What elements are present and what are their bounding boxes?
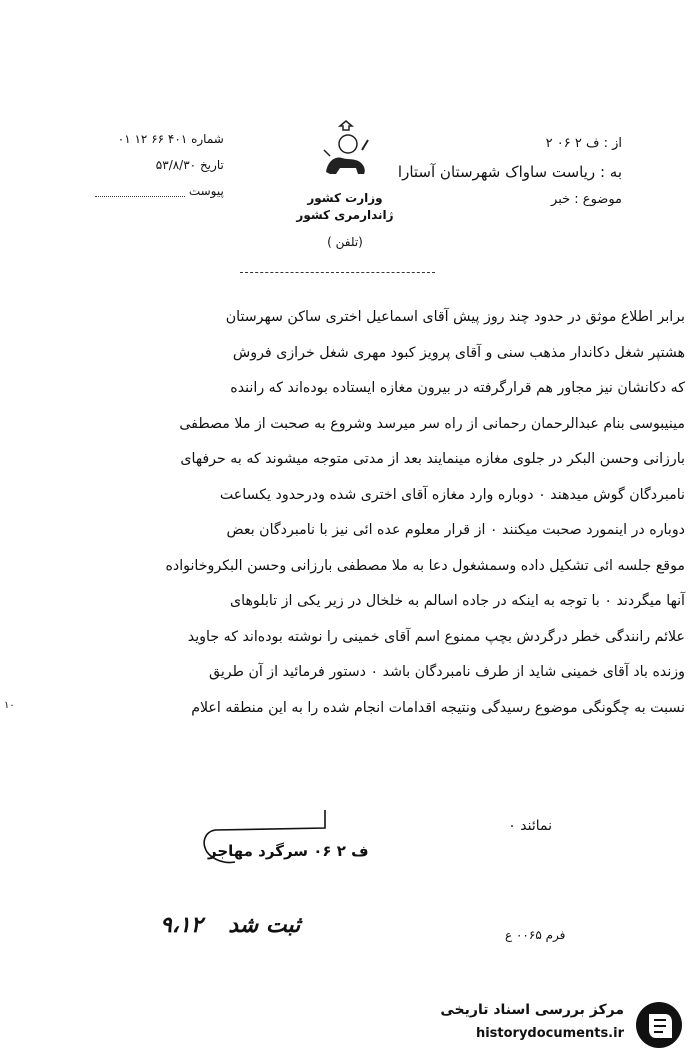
subject-value: خبر — [551, 192, 571, 207]
watermark-url: historydocuments.ir — [475, 1026, 624, 1041]
to-label: به : — [599, 163, 622, 181]
body-line: دوباره در اینمورد صحبت میکنند ۰ از قرار معلوم عده ائی نیز با نامبردگان بعض — [226, 522, 685, 538]
attachment-blank — [95, 186, 185, 197]
handwritten-annotation — [160, 912, 300, 938]
gendarmerie-name: ژاندارمری کشور — [296, 208, 394, 222]
date-label: تاریخ — [199, 158, 224, 172]
watermark — [404, 1000, 684, 1050]
phone-label: (تلفن ) — [327, 235, 363, 249]
body-line: آنها میگردند ۰ با توجه به اینکه در جاده اسالم به خلخال در زیر یکی از تابلوهای — [230, 593, 685, 609]
from-row — [398, 130, 622, 158]
number-row — [95, 126, 224, 152]
from-label: از : — [603, 136, 622, 151]
form-number: فرم ۰۰۶۵ ع — [505, 928, 566, 942]
attachment-row — [95, 178, 224, 204]
subject-row — [398, 186, 622, 214]
ministry-block — [295, 190, 395, 251]
body-line: که دکانشان نیز مجاور هم قرارگرفته در بیرون مغازه ایستاده بوده‌اند که راننده — [230, 380, 685, 396]
lion-and-sun-emblem — [318, 120, 374, 180]
date-value: ۵۳/۸/۳۰ — [155, 158, 197, 172]
margin-mark: ۱۰ — [4, 700, 15, 711]
body-line: مینیبوسی بنام عبدالرحمان رحمانی از راه سر میرسد وشروع به صحبت از ملا مصطفی — [179, 415, 685, 432]
date-row — [95, 152, 224, 178]
attachment-label: پیوست — [188, 184, 224, 198]
handwritten-note: ثبت شد — [228, 912, 301, 938]
ministry-name: وزارت کشور — [307, 191, 383, 205]
header-reference — [95, 126, 224, 204]
handwritten-number: ۹،۱۲ — [160, 912, 203, 938]
body-line: بارزانی وحسن البکر در جلوی مغازه مینمایند بعد از مدتی متوجه میشوند که به حرفهای — [180, 451, 685, 467]
subject-label: موضوع : — [574, 192, 622, 207]
to-value: ریاست ساواک شهرستان آستارا — [397, 163, 596, 181]
body-line: نسبت به چگونگی موضوع رسیدگی ونتیجه اقدامات انجام شده را به این منطقه اعلام — [191, 699, 685, 716]
archive-logo-icon — [634, 1000, 684, 1050]
body-line: برابر اطلاع موثق در حدود چند روز پیش آقای اسماعیل اختری ساکن سهرستان — [225, 309, 685, 325]
from-value: ف ۲ ۰۶ ۲ — [545, 136, 600, 151]
report-body — [45, 300, 685, 726]
header-divider — [240, 272, 435, 273]
watermark-title: مرکز بررسی اسناد تاریخی — [440, 1002, 624, 1018]
header-addressing — [398, 130, 622, 214]
body-line: هشتپر شغل دکاندار مذهب سنی و آقای پرویز کبود مهری شغل خرازی فروش — [232, 344, 685, 361]
body-line: وزنده باد آقای خمینی شاید از طرف نامبردگان باشد ۰ دستور فرمائید از آن طریق — [209, 664, 685, 680]
number-label: شماره — [191, 132, 224, 146]
body-line: علائم رانندگی خطر درگردش بچپ ممنوع اسم آقای خمینی را نوشته بوده‌اند که جاوید — [187, 628, 685, 645]
body-line: موقع جلسه ائی تشکیل داده وسمشغول دعا به ملا مصطفی بارزانی وحسن البکروخانواده — [165, 557, 685, 574]
to-row — [398, 158, 622, 186]
body-line: نامبردگان گوش میدهند ۰ دوباره وارد مغازه آقای اختری شده ودرحدود یکساعت — [219, 486, 685, 503]
number-value: ۴۰۱ ۶۶ ۱۲ ۰۱ — [117, 132, 188, 146]
signature-line: ف ۲ ۰۶ سرگرد مهاجر — [208, 842, 369, 860]
closing-text: نمائند ۰ — [508, 818, 552, 834]
